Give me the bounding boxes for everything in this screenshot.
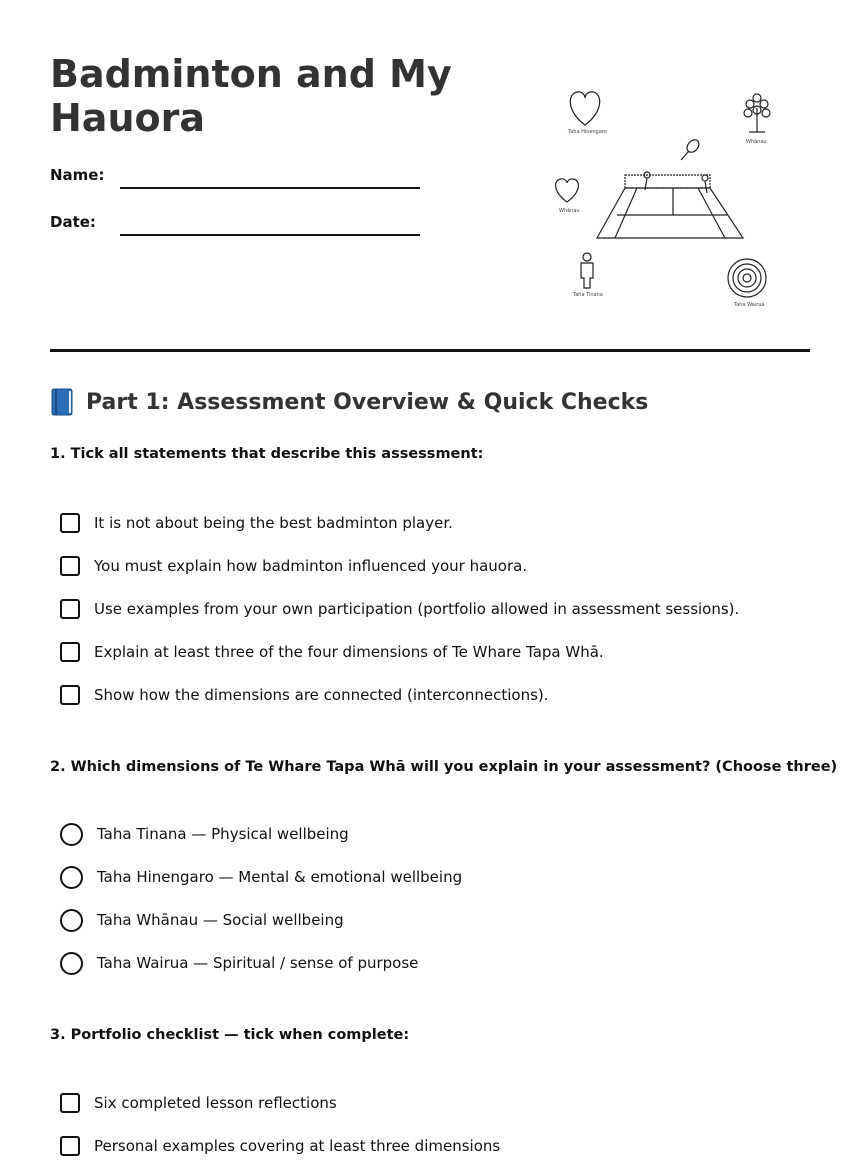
checkbox[interactable] <box>60 599 80 619</box>
q3-option[interactable] <box>60 1134 500 1158</box>
heart-icon <box>570 92 599 125</box>
q2-option[interactable] <box>60 908 344 932</box>
question-3: 3. Portfolio checklist — tick when complete: <box>50 1027 410 1043</box>
q1-option[interactable] <box>60 554 527 578</box>
q1-option[interactable] <box>60 597 739 621</box>
q2-option[interactable] <box>60 865 462 889</box>
book-icon <box>50 388 74 416</box>
q1-option[interactable] <box>60 511 453 535</box>
radio-button[interactable] <box>60 909 83 932</box>
checkbox[interactable] <box>60 1136 80 1156</box>
hinengaro-label: Taha Hinengaro <box>568 129 607 135</box>
checkbox[interactable] <box>60 513 80 533</box>
heart-small-icon <box>556 179 579 202</box>
wairua-label: Taha Wairua <box>734 302 765 308</box>
question-2: 2. Which dimensions of Te Whare Tapa Whā will you explain in your assessment? (Choose three) <box>50 759 838 775</box>
radio-button[interactable] <box>60 952 83 975</box>
option-label: It is not about being the best badminton player. <box>94 514 453 532</box>
date-field[interactable] <box>120 234 420 236</box>
checkbox[interactable] <box>60 685 80 705</box>
q3-option[interactable] <box>60 1091 337 1115</box>
checkbox[interactable] <box>60 642 80 662</box>
whanau-heart-label: Whānau <box>559 208 580 214</box>
option-label: Six completed lesson reflections <box>94 1094 337 1112</box>
option-label: Personal examples covering at least three dimensions <box>94 1137 501 1155</box>
spiral-icon <box>728 259 766 297</box>
hauora-illustration <box>545 80 785 320</box>
question-1: 1. Tick all statements that describe this assessment: <box>50 446 484 462</box>
checkbox[interactable] <box>60 556 80 576</box>
option-label: Explain at least three of the four dimensions of Te Whare Tapa Whā. <box>94 643 604 661</box>
option-label: Taha Whānau — Social wellbeing <box>97 911 344 929</box>
option-label: Show how the dimensions are connected (interconnections). <box>94 686 549 704</box>
q2-option[interactable] <box>60 822 349 846</box>
racket-icon <box>681 137 701 160</box>
q1-option[interactable] <box>60 683 549 707</box>
q2-option[interactable] <box>60 951 418 975</box>
option-label: Use examples from your own participation (portfolio allowed in assessment sessions). <box>94 600 740 618</box>
option-label: Taha Tinana — Physical wellbeing <box>97 825 349 843</box>
name-label: Name: <box>50 166 105 184</box>
whanau-tree-label: Whānau <box>746 139 767 145</box>
name-field[interactable] <box>120 187 420 189</box>
court-icon <box>597 172 743 238</box>
page-title: Badminton and My Hauora <box>50 52 452 140</box>
option-label: Taha Hinengaro — Mental & emotional wellbeing <box>97 868 463 886</box>
option-label: Taha Wairua — Spiritual / sense of purpose <box>97 954 419 972</box>
section-title: Part 1: Assessment Overview & Quick Checks <box>86 389 649 415</box>
radio-button[interactable] <box>60 823 83 846</box>
section-heading <box>50 388 648 416</box>
person-icon <box>581 253 593 288</box>
checkbox[interactable] <box>60 1093 80 1113</box>
radio-button[interactable] <box>60 866 83 889</box>
option-label: You must explain how badminton influenced your hauora. <box>94 557 528 575</box>
tree-icon <box>744 94 770 132</box>
tinana-label: Taha Tinana <box>573 292 603 298</box>
header-divider <box>50 349 810 352</box>
q1-option[interactable] <box>60 640 604 664</box>
date-label: Date: <box>50 213 96 231</box>
